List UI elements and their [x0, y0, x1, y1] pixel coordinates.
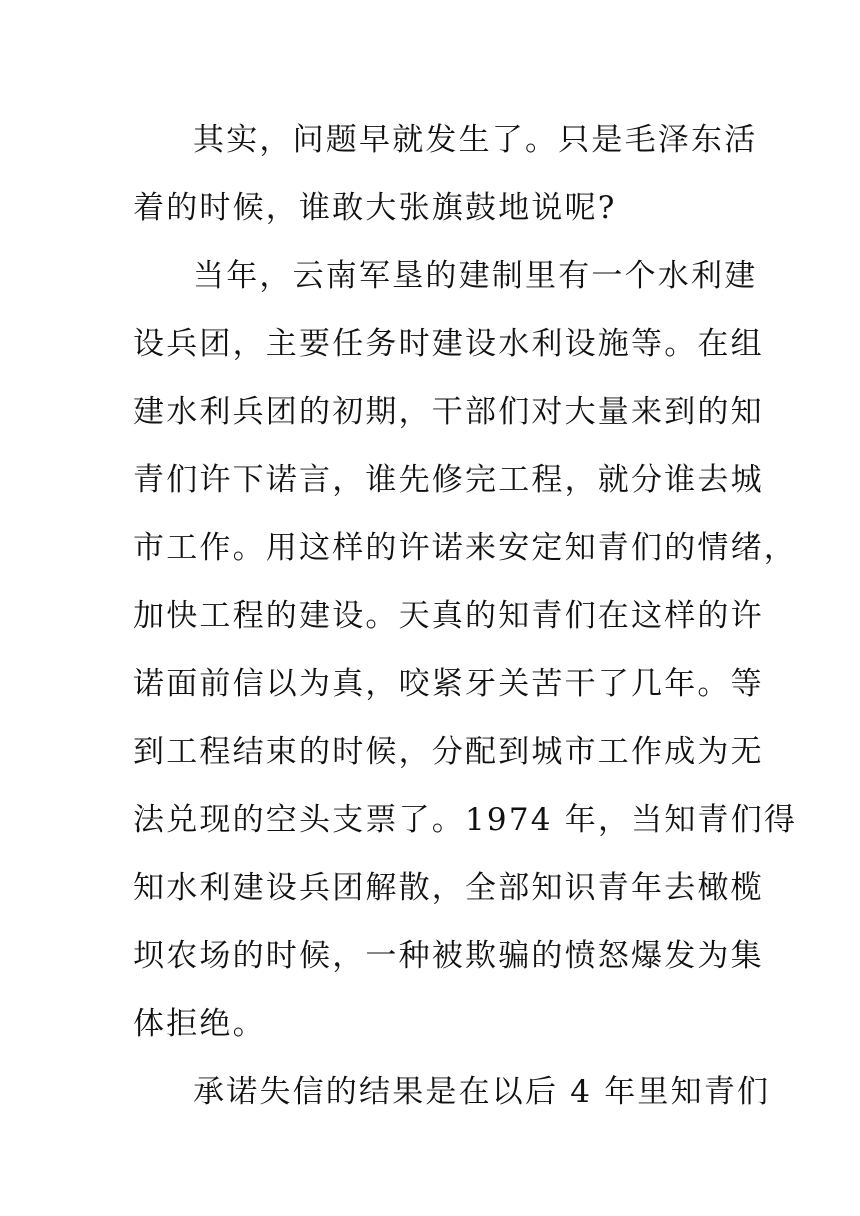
text-line-14: 体拒绝。: [133, 1006, 266, 1042]
text-line-1: 其实，问题早就发生了。只是毛泽东活: [193, 122, 758, 158]
text-line-11: 法兑现的空头支票了。1974 年，当知青们得: [133, 802, 798, 838]
text-line-3: 当年，云南军垦的建制里有一个水利建: [193, 258, 758, 294]
text-line-15: 承诺失信的结果是在以后 4 年里知青们: [193, 1074, 771, 1110]
text-line-9: 诺面前信以为真，咬紧牙关苦干了几年。等: [133, 666, 764, 702]
text-line-2: 着的时候，谁敢大张旗鼓地说呢?: [133, 190, 617, 226]
text-line-4: 设兵团，主要任务时建设水利设施等。在组: [133, 326, 764, 362]
text-line-12: 知水利建设兵团解散，全部知识青年去橄榄: [133, 870, 764, 906]
text-line-10: 到工程结束的时候，分配到城市工作成为无: [133, 734, 764, 770]
text-line-6: 青们许下诺言，谁先修完工程，就分谁去城: [133, 462, 764, 498]
text-line-5: 建水利兵团的初期，干部们对大量来到的知: [133, 394, 764, 430]
text-line-7: 市工作。用这样的许诺来安定知青们的情绪，: [133, 530, 797, 566]
text-line-8: 加快工程的建设。天真的知青们在这样的许: [133, 598, 764, 634]
text-line-13: 坝农场的时候，一种被欺骗的愤怒爆发为集: [133, 938, 764, 974]
